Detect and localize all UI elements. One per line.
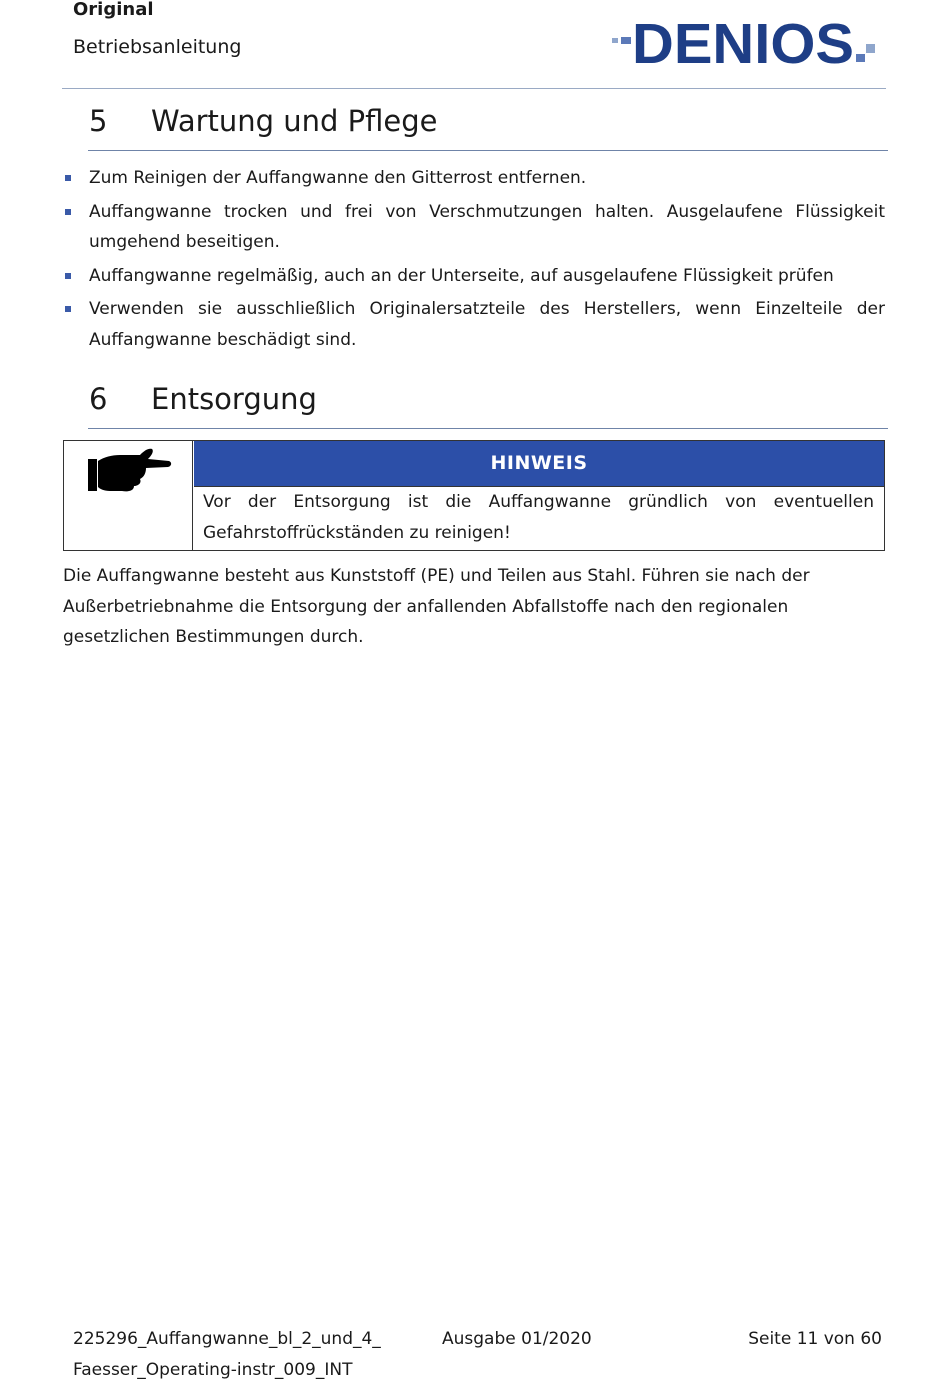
denios-logo bbox=[612, 14, 878, 70]
maintenance-list bbox=[63, 163, 885, 358]
notice-box bbox=[63, 440, 885, 551]
footer-doc-id bbox=[73, 1324, 381, 1385]
footer-edition: Ausgabe 01/2020 bbox=[442, 1329, 592, 1349]
section-6-heading bbox=[88, 382, 888, 429]
footer-doc-id-line2: Faesser_Operating-instr_009_INT bbox=[73, 1359, 353, 1380]
section-number: 6 bbox=[89, 382, 108, 416]
list-item: Zum Reinigen der Auffangwanne den Gitterrost entfernen. bbox=[63, 163, 885, 194]
svg-text:DENIOS: DENIOS bbox=[632, 14, 854, 70]
section-title: Entsorgung bbox=[151, 382, 317, 416]
bullet-icon bbox=[65, 306, 71, 312]
section-number: 5 bbox=[89, 104, 108, 138]
list-item: Auffangwanne regelmäßig, auch an der Unterseite, auf ausgelaufene Flüssigkeit prüfen bbox=[63, 261, 885, 292]
list-item: Verwenden sie ausschließlich Originalersatzteile des Herstellers, wenn Einzelteile der Auffangwanne beschädigt sind. bbox=[63, 294, 885, 355]
notice-label: HINWEIS bbox=[194, 441, 884, 487]
header-rule bbox=[62, 88, 886, 89]
bullet-icon bbox=[65, 175, 71, 181]
notice-text: Vor der Entsorgung ist die Auffangwanne gründlich von eventuellen Gefahrstoffrückständen zu reinigen! bbox=[203, 492, 874, 543]
list-item: Auffangwanne trocken und frei von Verschmutzungen halten. Ausgelaufene Flüssigkeit umgehend beseitigen. bbox=[63, 197, 885, 258]
bullet-icon bbox=[65, 209, 71, 215]
section-5-heading bbox=[88, 104, 888, 151]
notice-icon-cell bbox=[64, 441, 193, 550]
header-subtitle: Betriebsanleitung bbox=[73, 36, 242, 58]
disposal-paragraph: Die Auffangwanne besteht aus Kunststoff (PE) und Teilen aus Stahl. Führen sie nach der Außerbetriebnahme die Entsorgung der anfallenden Abfallstoffe nach den regionalen gesetzlichen Bestimmungen durch. bbox=[63, 566, 810, 647]
footer-doc-id-line1: 225296_Auffangwanne_bl_2_und_4_ bbox=[73, 1329, 381, 1349]
bullet-icon bbox=[65, 273, 71, 279]
header-original: Original bbox=[73, 0, 154, 20]
footer-page-number: Seite 11 von 60 bbox=[748, 1329, 882, 1349]
section-title: Wartung und Pflege bbox=[151, 104, 438, 138]
pointing-hand-icon bbox=[86, 445, 172, 495]
